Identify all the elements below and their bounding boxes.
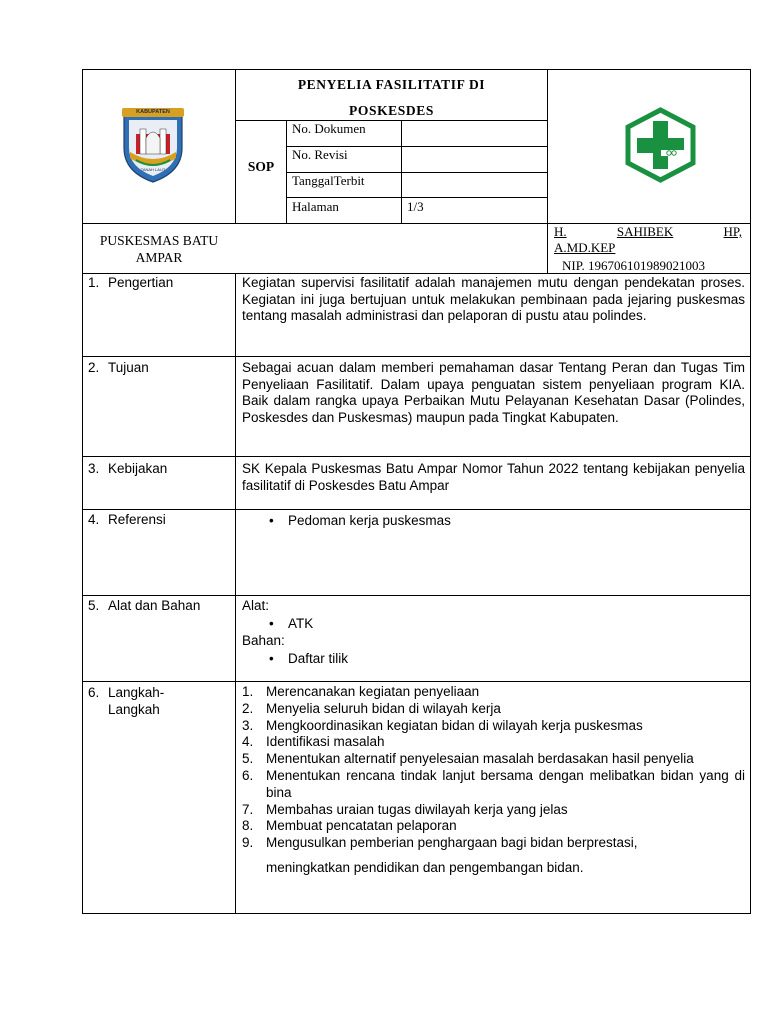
alat-label: Alat: <box>242 598 270 613</box>
step-number: 5. <box>242 751 254 767</box>
table-divider <box>286 120 287 224</box>
table-border-top <box>82 69 751 70</box>
list-item: • Pedoman kerja puskesmas <box>242 513 745 530</box>
section-title: Tujuan <box>108 360 149 375</box>
signer-name-part: H. <box>554 224 567 239</box>
step-item <box>242 701 745 718</box>
health-cross-icon <box>624 106 697 184</box>
section-label-referensi <box>88 512 228 529</box>
section-label-alat-bahan <box>88 598 228 615</box>
step-item <box>242 718 745 735</box>
step-number: 9. <box>242 835 254 851</box>
step-number: 4. <box>242 734 254 750</box>
step-number: 6. <box>242 767 254 783</box>
step-continuation: meningkatkan pendidikan dan pengembangan bidan. <box>266 859 584 875</box>
section-number: 6. <box>88 685 100 700</box>
publish-date-label: TanggalTerbit <box>292 173 365 188</box>
doc-number-label: No. Dokumen <box>292 121 366 136</box>
section-number: 5. <box>88 598 100 613</box>
table-divider <box>82 681 751 682</box>
step-number: 2. <box>242 700 254 716</box>
section-steps-langkah <box>242 684 745 877</box>
section-title: Referensi <box>108 512 166 527</box>
section-number: 2. <box>88 360 100 375</box>
section-text-tujuan: Sebagai acuan dalam memberi pemahaman dasar Tentang Peran dan Tugas Tim Penyeliaan Fasilitatif. Dalam upaya penguatan sistem penyeliaan program KIA. Baik dalam rangka upaya Perbaikan Mutu Pelayanan Kesehatan Dasar (Polindes, Poskesdes dan Puskesmas) maupun pada Tingkat Kabupaten. <box>242 360 745 425</box>
step-item <box>242 802 745 819</box>
step-number: 7. <box>242 801 254 817</box>
signer-name <box>554 224 742 240</box>
sop-label: SOP <box>247 159 275 174</box>
document-title <box>236 72 547 124</box>
list-item: • ATK <box>242 615 745 633</box>
section-list-referensi <box>242 513 745 530</box>
page-value: 1/3 <box>407 199 424 214</box>
step-item <box>242 734 745 751</box>
step-text: Membuat pencatatan pelaporan <box>266 818 457 834</box>
step-number: 8. <box>242 818 254 834</box>
table-divider <box>401 120 402 224</box>
bahan-label: Bahan: <box>242 633 285 648</box>
table-divider <box>82 595 751 596</box>
signer-block <box>554 224 742 274</box>
title-line-2: POSKESDES <box>349 103 434 118</box>
section-title <box>108 685 164 718</box>
step-item <box>242 751 745 768</box>
table-border-right <box>750 69 751 914</box>
section-title-line: Langkah <box>108 701 160 717</box>
signer-name-part: SAHIBEK <box>616 224 674 239</box>
step-text: Membahas uraian tugas diwilayah kerja yang jelas <box>266 801 568 817</box>
section-label-kebijakan <box>88 461 228 478</box>
step-item <box>242 684 745 701</box>
emblem-top-text: KABUPATEN <box>136 109 170 115</box>
step-item <box>242 768 745 802</box>
step-item <box>242 818 745 835</box>
step-text: Menentukan alternatif penyelesaian masalah berdasakan hasil penyelia <box>266 751 694 767</box>
section-number: 1. <box>88 275 100 290</box>
list-item: • Daftar tilik <box>242 650 745 668</box>
section-label-tujuan <box>88 360 228 377</box>
table-divider <box>286 197 547 198</box>
step-text: Merencanakan kegiatan penyeliaan <box>266 684 480 699</box>
section-number: 3. <box>88 461 100 476</box>
table-divider <box>82 509 751 510</box>
section-text-kebijakan: SK Kepala Puskesmas Batu Ampar Nomor Tahun 2022 tentang kebijakan penyelia fasilitatif di Poskesdes Batu Ampar <box>242 461 745 493</box>
emblem-bottom-text: TANAH LAUT <box>140 167 166 172</box>
section-number: 4. <box>88 512 100 527</box>
section-title: Alat dan Bahan <box>108 598 201 613</box>
section-title: Pengertian <box>108 275 174 290</box>
table-border-bottom <box>82 913 751 914</box>
table-divider <box>547 69 548 274</box>
regional-emblem-logo <box>118 104 188 184</box>
organization-line-1: PUSKESMAS BATU <box>99 233 219 248</box>
section-title: Kebijakan <box>108 461 168 476</box>
organization-line-2: AMPAR <box>135 250 183 265</box>
page-label: Halaman <box>292 199 339 214</box>
table-divider <box>235 273 236 914</box>
step-number: 3. <box>242 717 254 733</box>
table-border-left <box>82 69 83 914</box>
section-content-alat-bahan <box>242 597 745 667</box>
step-text: Menyelia seluruh bidan di wilayah kerja <box>266 700 501 716</box>
signer-nip: NIP. 196706101989021003 <box>562 258 706 273</box>
step-text: Menentukan rencana tindak lanjut bersama dengan melibatkan bidan yang di bina <box>266 767 745 800</box>
title-line-1: PENYELIA FASILITATIF DI <box>297 77 486 92</box>
organization-name <box>84 232 234 266</box>
section-label-pengertian <box>88 275 228 292</box>
section-title-line: Langkah- <box>108 685 165 700</box>
table-divider <box>82 356 751 357</box>
signer-title: A.MD.KEP <box>554 240 616 255</box>
step-number: 1. <box>242 684 254 699</box>
step-item <box>242 835 745 852</box>
section-label-langkah <box>88 685 228 718</box>
health-ministry-logo <box>624 106 697 184</box>
step-text: Mengkoordinasikan kegiatan bidan di wilayah kerja puskesmas <box>266 717 643 733</box>
signer-name-part: HP, <box>723 224 742 239</box>
table-divider <box>82 456 751 457</box>
step-text: Mengusulkan pemberian penghargaan bagi bidan berprestasi, <box>266 835 638 851</box>
revision-label: No. Revisi <box>292 147 348 162</box>
step-text: Identifikasi masalah <box>266 734 385 750</box>
section-text-pengertian: Kegiatan supervisi fasilitatif adalah manajemen mutu dengan pendekatan proses. Kegiatan ini juga bertujuan untuk melakukan pembinaan pada jejaring puskesmas tentang masalah administrasi dan pelaporan di pustu atau polindes. <box>242 275 745 323</box>
